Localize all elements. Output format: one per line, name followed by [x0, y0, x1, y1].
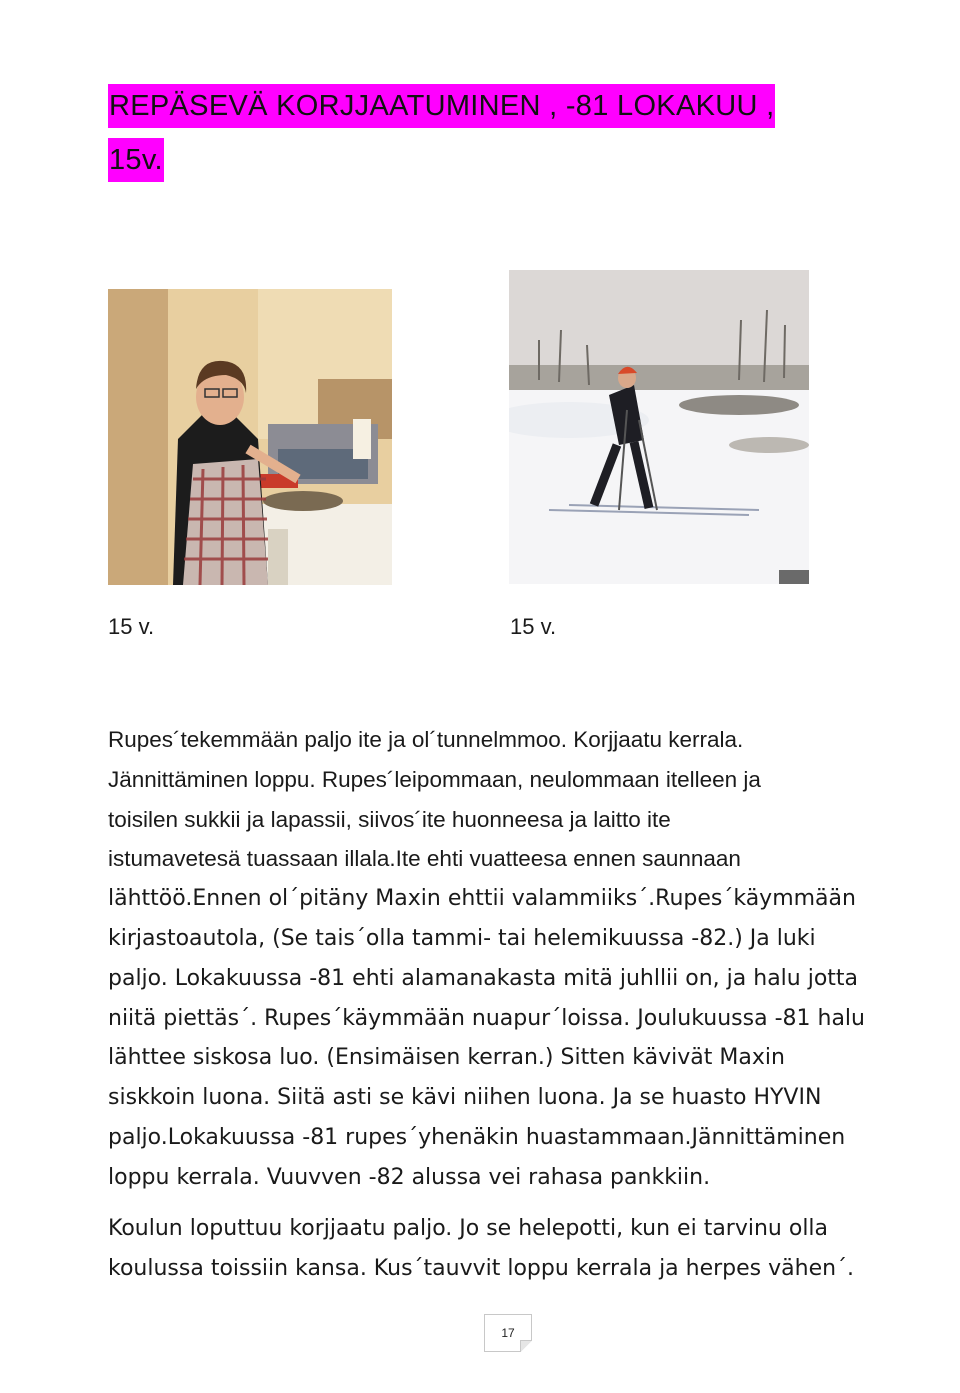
page-title	[108, 84, 868, 182]
title-line-1: REPÄSEVÄ KORJJAATUMINEN , -81 LOKAKUU ,	[108, 84, 775, 128]
title-line-2: 15v.	[108, 138, 164, 182]
paragraph-line: Jännittäminen loppu. Rupes´leipommaan, neulommaan itelleen ja	[108, 766, 761, 792]
photo-caption-left: 15 v.	[108, 614, 155, 639]
paragraph-line: niitä piettäs´. Rupes´käymmään nuapur´loissa. Joulukuussa -81 halu	[108, 1005, 865, 1031]
paragraph-line: paljo.Lokakuussa -81 rupes´yhenäkin huastammaan.Jännittäminen	[108, 1124, 846, 1150]
paragraph-1	[108, 720, 888, 1198]
paragraph-line: siskkoin luona. Siitä asti se kävi niihen luona. Ja se huasto HYVIN	[108, 1085, 822, 1111]
photo-caption-right: 15 v.	[510, 614, 557, 639]
paragraph-line: koulussa toissiin kansa. Kus´tauvvit loppu kerrala ja herpes vähen´.	[108, 1255, 855, 1281]
paragraph-line: loppu kerrala. Vuuvven -82 alussa vei rahasa pankkiin.	[108, 1164, 711, 1190]
page-fold-corner-icon	[520, 1340, 532, 1352]
paragraph-line: toisilen sukkii ja lapassii, siivos´ite huonneesa ja laitto ite	[108, 806, 671, 832]
paragraph-line: paljo. Lokakuussa -81 ehti alamanakasta mitä juhllii on, ja halu jotta	[108, 965, 859, 991]
page-number	[484, 1314, 532, 1352]
page-number-text: 17	[501, 1326, 515, 1340]
paragraph-line: lähttee siskosa luo. (Ensimäisen kerran.) Sitten kävivät Maxin	[108, 1045, 785, 1071]
paragraph-line: Rupes´tekemmään paljo ite ja ol´tunnelmmoo. Korjjaatu kerrala.	[108, 727, 744, 752]
paragraph-line: kirjastoautola, (Se tais´olla tammi- tai helemikuussa -82.) Ja luki	[108, 925, 816, 951]
paragraph-2	[108, 1209, 888, 1289]
photo-girl-skiing-in-snow	[509, 270, 809, 584]
paragraph-line: istumavetesä tuassaan illala.Ite ehti vuatteesa ennen saunnaan	[108, 846, 741, 872]
photo-girl-cooking-in-kitchen	[108, 289, 392, 585]
paragraph-line: Koulun loputtuu korjjaatu paljo. Jo se helepotti, kun ei tarvinu olla	[108, 1216, 829, 1241]
paragraph-line: lähttöö.Ennen ol´pitäny Maxin ehttii valammiiks´.Rupes´käymmään	[108, 886, 856, 912]
